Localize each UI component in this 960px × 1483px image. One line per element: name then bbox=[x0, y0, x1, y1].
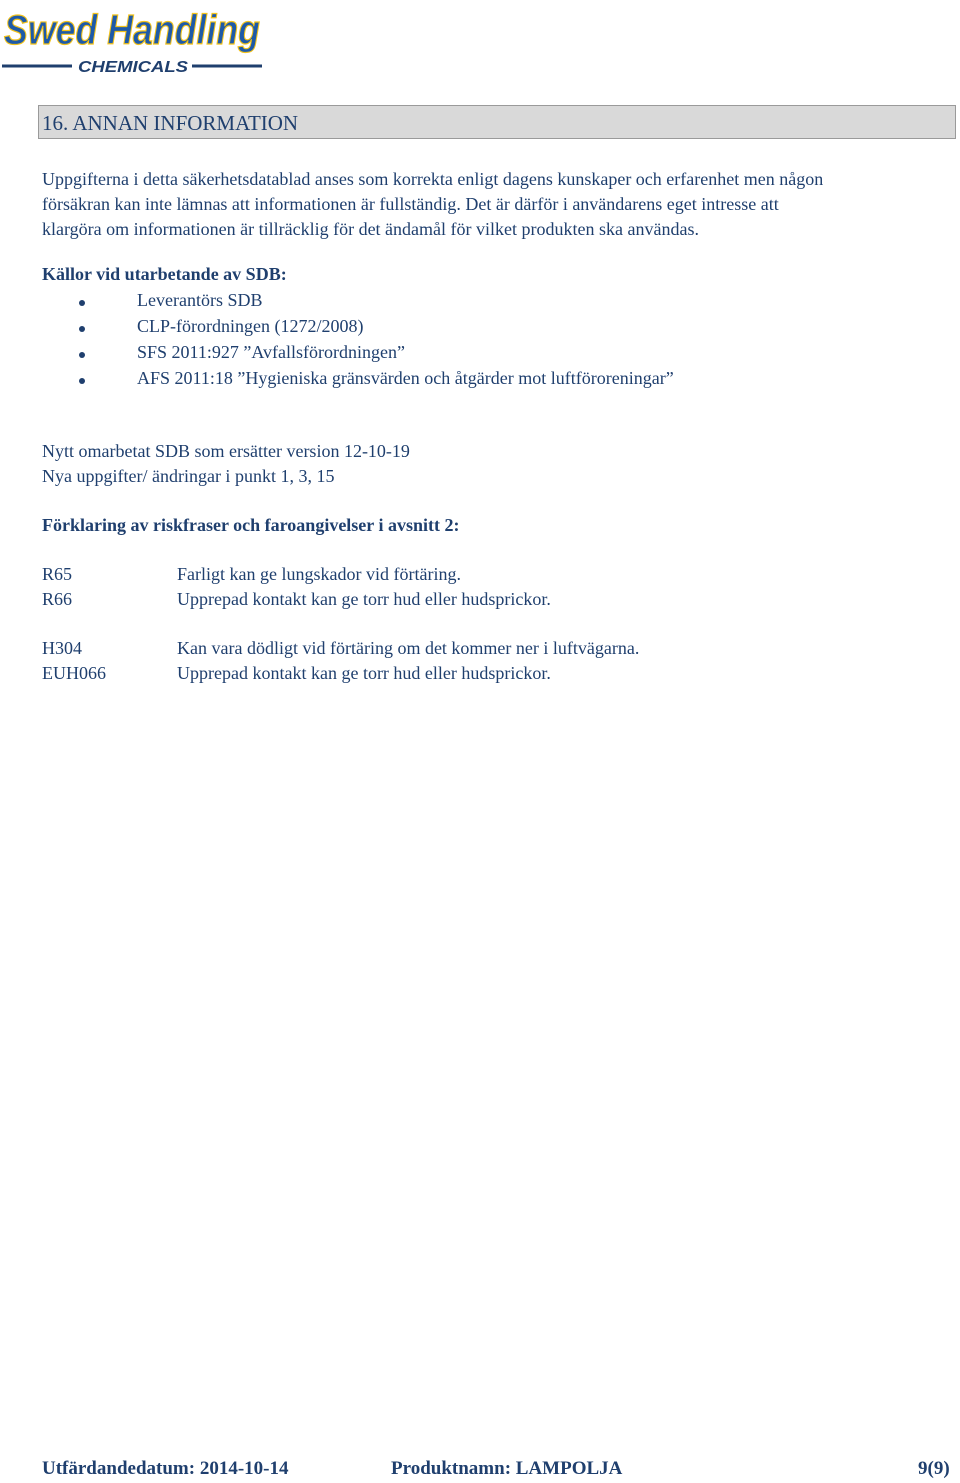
footer-product: Produktnamn: LAMPOLJA bbox=[391, 1458, 623, 1479]
phrase-code: H304 bbox=[42, 638, 82, 658]
footer-product-label: Produktnamn bbox=[391, 1458, 505, 1479]
footer-page-number: 9(9) bbox=[918, 1458, 950, 1479]
footer-product-value: LAMPOLJA bbox=[515, 1458, 623, 1479]
company-logo bbox=[0, 0, 268, 78]
list-item-text: Leverantörs SDB bbox=[137, 290, 263, 310]
intro-line: klargöra om informationen är tillräcklig för det ändamål för vilket produkten ska användas. bbox=[42, 219, 699, 239]
logo-brand-text: Swed Handling bbox=[4, 6, 260, 53]
sources-title: Källor vid utarbetande av SDB: bbox=[42, 264, 287, 284]
phrase-text: Kan vara dödligt vid förtäring om det kommer ner i luftvägarna. bbox=[177, 638, 640, 658]
explanation-title: Förklaring av riskfraser och faroangivelser i avsnitt 2: bbox=[42, 515, 460, 535]
bullet-icon bbox=[79, 326, 85, 332]
list-item bbox=[0, 368, 960, 394]
bullet-icon bbox=[79, 300, 85, 306]
footer-date-value: 2014-10-14 bbox=[199, 1458, 289, 1479]
section-heading-bar bbox=[38, 105, 956, 139]
logo-sub-text: CHEMICALS bbox=[78, 59, 189, 76]
bullet-icon bbox=[79, 378, 85, 384]
phrase-code: EUH066 bbox=[42, 663, 106, 683]
phrase-code: R65 bbox=[42, 564, 73, 584]
footer-date: Utfärdandedatum: 2014-10-14 bbox=[42, 1458, 289, 1479]
phrase-text: Upprepad kontakt kan ge torr hud eller hudsprickor. bbox=[177, 663, 551, 683]
phrase-text: Upprepad kontakt kan ge torr hud eller hudsprickor. bbox=[177, 589, 551, 609]
list-item-text: AFS 2011:18 ”Hygieniska gränsvärden och åtgärder mot luftföroreningar” bbox=[137, 368, 674, 388]
phrase-text: Farligt kan ge lungskador vid förtäring. bbox=[177, 564, 461, 584]
list-item bbox=[0, 342, 960, 368]
intro-paragraph bbox=[42, 167, 942, 242]
revision-changes-line: Nya uppgifter/ ändringar i punkt 1, 3, 15 bbox=[42, 466, 335, 486]
section-heading: 16. ANNAN INFORMATION bbox=[42, 111, 299, 135]
list-item-text: SFS 2011:927 ”Avfallsförordningen” bbox=[137, 342, 405, 362]
phrase-code: R66 bbox=[42, 589, 73, 609]
revision-line: Nytt omarbetat SDB som ersätter version 12-10-19 bbox=[42, 441, 410, 461]
list-item-text: CLP-förordningen (1272/2008) bbox=[137, 316, 364, 336]
list-item bbox=[0, 290, 960, 316]
intro-line: Uppgifterna i detta säkerhetsdatablad anses som korrekta enligt dagens kunskaper och erfarenhet men någon bbox=[42, 169, 824, 189]
footer-date-label: Utfärdandedatum bbox=[42, 1458, 189, 1479]
intro-line: försäkran kan inte lämnas att informationen är fullständig. Det är därför i användarens eget intresse att bbox=[42, 194, 779, 214]
list-item bbox=[0, 316, 960, 342]
bullet-icon bbox=[79, 352, 85, 358]
